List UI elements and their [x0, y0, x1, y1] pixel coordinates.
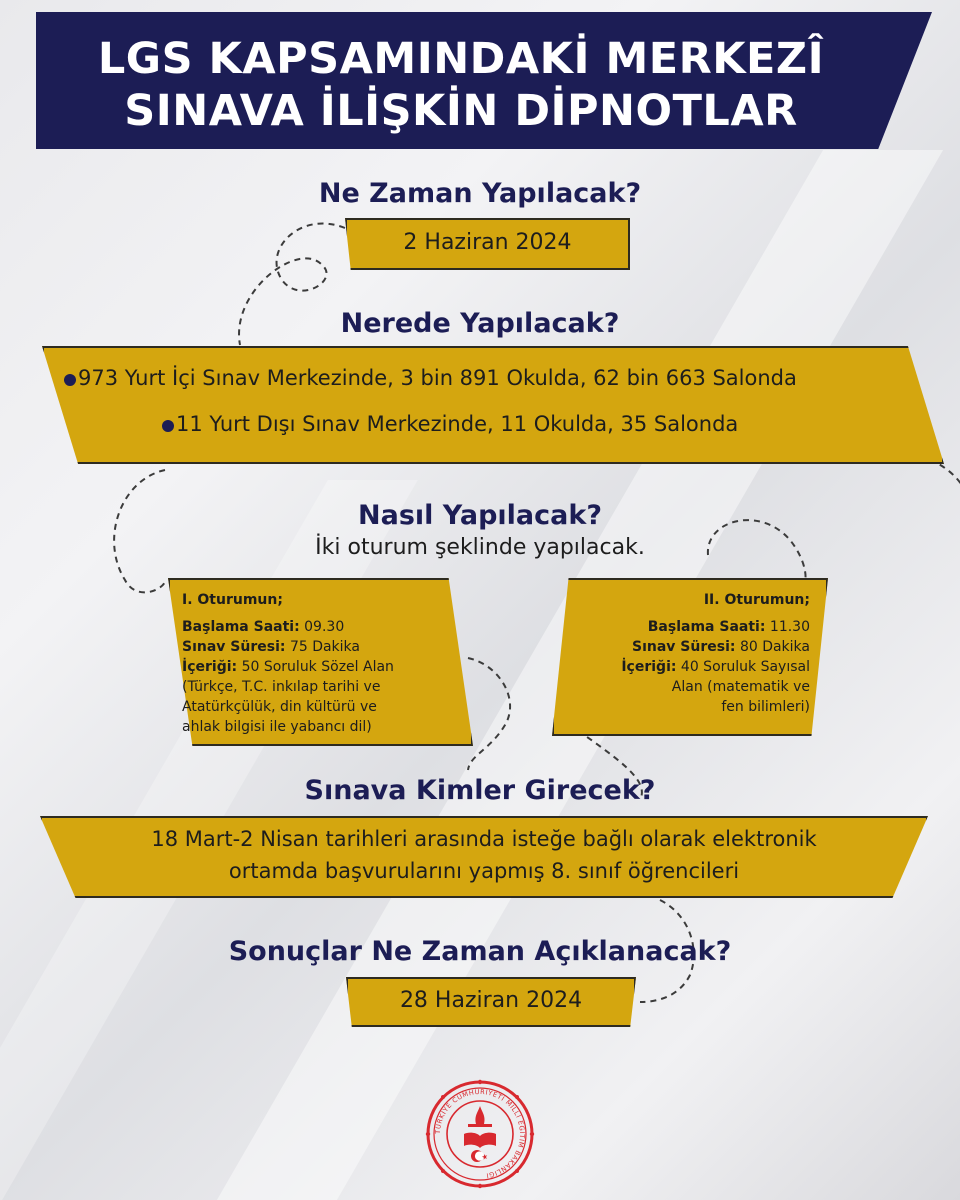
session-1-content-line-2: (Türkçe, T.C. inkılap tarihi ve — [182, 679, 381, 695]
session-1-duration — [182, 637, 394, 657]
where-item-domestic: 973 Yurt İçi Sınav Merkezinde, 3 bin 891 Okulda, 62 bin 663 Salonda — [78, 366, 797, 390]
ministry-emblem-logo — [424, 1078, 536, 1190]
bullet-icon — [64, 374, 76, 386]
session-2-start-value: 11.30 — [769, 619, 810, 635]
session-2-duration-label: Sınav Süresi: — [632, 639, 736, 655]
emblem-ring-text: TÜRKİYE CUMHURİYETİ MİLLÎ EĞİTİM BAKANLIĞI — [433, 1087, 527, 1180]
session-2-content — [582, 657, 810, 677]
session-1-content-label: İçeriği: — [182, 659, 238, 675]
session-1-title — [182, 590, 394, 610]
session-1-title-text: I. Oturumun; — [182, 592, 283, 608]
session-2-content-label: İçeriği: — [621, 659, 677, 675]
how-subheading: İki oturum şeklinde yapılacak. — [315, 535, 645, 560]
session-2-content-line-1: 40 Soruluk Sayısal — [680, 659, 810, 675]
session-1-card — [182, 590, 394, 737]
session-2-title-text: II. Oturumun; — [703, 592, 810, 608]
session-1-start — [182, 617, 394, 637]
where-heading: Nerede Yapılacak? — [340, 308, 620, 339]
when-heading: Ne Zaman Yapılacak? — [318, 178, 642, 209]
session-1-content-line-3: Atatürkçülük, din kültürü ve — [182, 699, 377, 715]
session-1-content-line-4: ahlak bilgisi ile yabancı dil) — [182, 719, 372, 735]
title-line-1: LGS KAPSAMINDAKİ MERKEZÎ — [97, 34, 825, 84]
who-line-1: 18 Mart-2 Nisan tarihleri arasında isteğe bağlı olarak elektronik — [151, 827, 817, 851]
where-box — [42, 346, 944, 464]
session-2-duration-value: 80 Dakika — [739, 639, 810, 655]
session-2-title — [582, 590, 810, 610]
session-2-card — [582, 590, 810, 717]
who-line-2: ortamda başvurularını yapmış 8. sınıf öğrencileri — [228, 859, 740, 883]
session-1-content — [182, 657, 394, 677]
bullet-icon — [162, 420, 174, 432]
where-item-abroad: 11 Yurt Dışı Sınav Merkezinde, 11 Okulda, 35 Salonda — [176, 412, 739, 436]
how-heading: Nasıl Yapılacak? — [358, 500, 602, 531]
session-2-content-line-3: fen bilimleri) — [721, 699, 810, 715]
when-date: 2 Haziran 2024 — [403, 230, 572, 255]
session-1-duration-label: Sınav Süresi: — [182, 639, 286, 655]
results-date: 28 Haziran 2024 — [399, 988, 583, 1013]
session-1-content-line-1: 50 Soruluk Sözel Alan — [241, 659, 394, 675]
session-2-duration — [582, 637, 810, 657]
session-2-content-line-2: Alan (matematik ve — [671, 679, 810, 695]
session-1-start-value: 09.30 — [304, 619, 345, 635]
session-1-duration-value: 75 Dakika — [289, 639, 360, 655]
title-line-2: SINAVA İLİŞKİN DİPNOTLAR — [124, 86, 798, 136]
results-heading: Sonuçlar Ne Zaman Açıklanacak? — [228, 936, 732, 967]
session-1-start-label: Başlama Saati: — [182, 619, 300, 635]
session-2-start-label: Başlama Saati: — [647, 619, 766, 635]
who-heading: Sınava Kimler Girecek? — [304, 775, 656, 806]
session-2-start — [582, 617, 810, 637]
